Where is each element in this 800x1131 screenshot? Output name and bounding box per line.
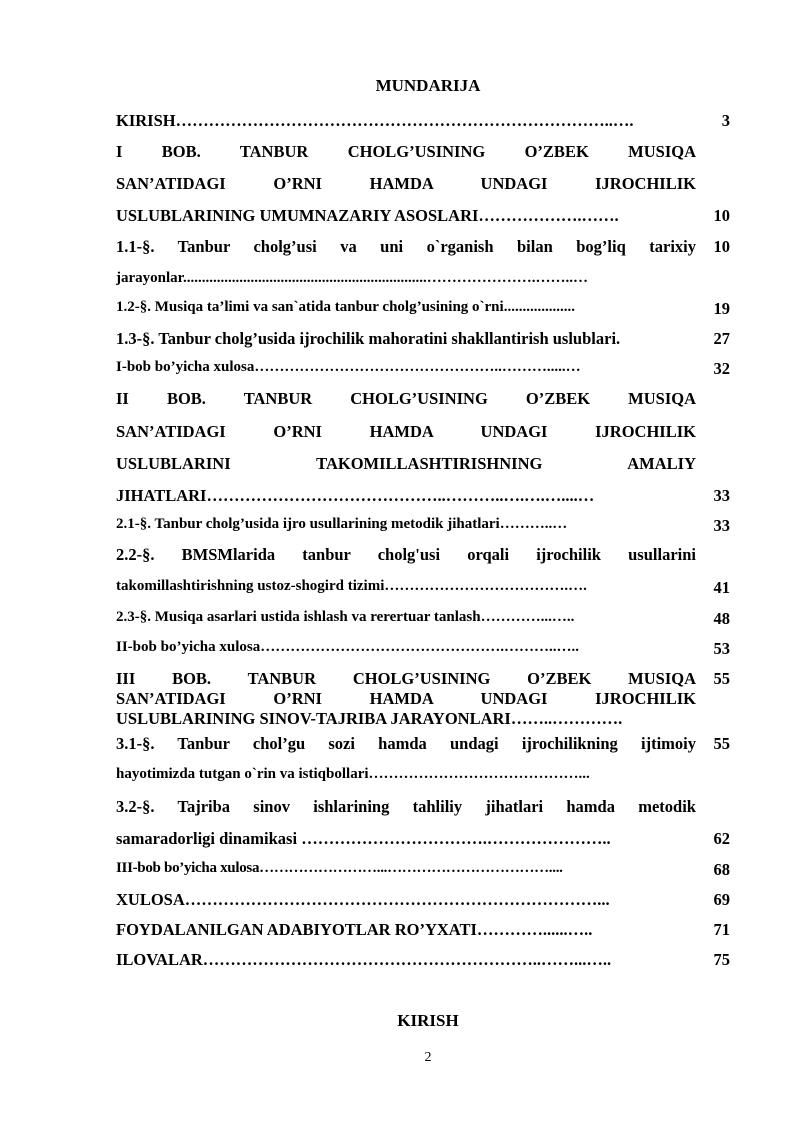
toc-entry-page: 19 — [713, 299, 730, 318]
toc-entry-text: III BOB. TANBUR CHOLG’USINING O’ZBEK MUSIQA — [116, 669, 696, 688]
toc-entry-text: I BOB. TANBUR CHOLG’USINING O’ZBEK MUSIQA — [116, 142, 696, 161]
toc-entry-text: JIHATLARI……………………………………..………..….….…....… — [116, 486, 595, 505]
toc-entry-text: jarayonlar.................................................................………………….……..… — [116, 270, 588, 286]
toc-entry-text: samaradorligi dinamikasi …………………………….………………….. — [116, 829, 611, 848]
toc-entry-page: 32 — [713, 359, 730, 378]
toc-entry-text: FOYDALANILGAN ADABIYOTLAR RO’YXATI…………......….. — [116, 920, 593, 939]
toc-entry-text: 1.3-§. Tanbur cholg’usida ijrochilik mahoratini shakllantirish uslublari. — [116, 329, 621, 348]
toc-entry-page: 53 — [713, 639, 730, 658]
toc-entry-text: II BOB. TANBUR CHOLG’USINING O’ZBEK MUSIQA — [116, 389, 696, 408]
toc-entry-page: 27 — [713, 329, 730, 348]
toc-entry-page: 75 — [713, 950, 730, 969]
toc-entry-page: 48 — [713, 609, 730, 628]
toc-entry-text: XULOSA…………………………………………………………………... — [116, 890, 610, 909]
toc-entry-page: 3 — [721, 111, 730, 130]
toc-entry-text: ILOVALAR……………………………………………………..……...….. — [116, 950, 612, 969]
toc-entry-page: 55 — [713, 734, 730, 753]
toc-entry-text: 2.1-§. Tanbur cholg’usida ijro usullarining metodik jihatlari………..… — [116, 516, 568, 532]
toc-entry-text: SAN’ATIDAGI O’RNI HAMDA UNDAGI IJROCHILIK — [116, 422, 696, 441]
toc-entry-text: III-bob bo’yicha xulosa……………………...…………………………….... — [116, 860, 563, 876]
toc-entry-page: 10 — [713, 206, 730, 225]
toc-entry-text: 1.1-§. Tanbur cholg’usi va uni o`rganish bilan bog’liq tarixiy — [116, 237, 696, 256]
toc-entry-text: SAN’ATIDAGI O’RNI HAMDA UNDAGI IJROCHILIK — [116, 689, 696, 708]
toc-entry-text: takomillashtirishning ustoz-shogird tizimi……………………………….…. — [116, 578, 587, 594]
toc-entry-text: 1.2-§. Musiqa ta’limi va san`atida tanbur cholg’usining o`rni................... — [116, 299, 575, 315]
toc-entry-text: 2.3-§. Musiqa asarlari ustida ishlash va rerertuar tanlash…………...….. — [116, 609, 575, 625]
toc-entry-page: 68 — [713, 860, 730, 879]
toc-title: MUNDARIJA — [375, 76, 481, 95]
toc-entry-page: 33 — [713, 486, 730, 505]
toc-entry-text: II-bob bo’yicha xulosa………………………………………….………..….. — [116, 639, 579, 655]
toc-entry-text: 3.1-§. Tanbur chol’gu sozi hamda undagi ijrochilikning ijtimoiy — [116, 734, 696, 753]
toc-entry-text: USLUBLARINING UMUMNAZARIY ASOSLARI……………….……. — [116, 206, 619, 225]
toc-entry-page: 71 — [713, 920, 730, 939]
toc-entry-page: 33 — [713, 516, 730, 535]
toc-entry-text: 2.2-§. BMSMlarida tanbur cholg'usi orqali ijrochilik usullarini — [116, 545, 696, 564]
toc-entry-text: USLUBLARINI TAKOMILLASHTIRISHNING AMALIY — [116, 454, 696, 473]
toc-entry-text: USLUBLARINING SINOV-TAJRIBA JARAYONLARI……..…………. — [116, 709, 623, 728]
toc-entry-page: 41 — [713, 578, 730, 597]
toc-entry-text: I-bob bo’yicha xulosa…………………………………………..……….....… — [116, 359, 581, 375]
toc-entry-text: 3.2-§. Tajriba sinov ishlarining tahliliy jihatlari hamda metodik — [116, 797, 696, 816]
toc-entry-text: SAN’ATIDAGI O’RNI HAMDA UNDAGI IJROCHILIK — [116, 174, 696, 193]
page-number: 2 — [424, 1050, 432, 1065]
toc-entry-text: hayotimizda tutgan o`rin va istiqbollari……………………………………... — [116, 766, 590, 782]
next-section-heading: KIRISH — [397, 1011, 459, 1030]
toc-entry-page: 62 — [713, 829, 730, 848]
toc-entry-page: 55 — [713, 669, 730, 688]
toc-entry-page: 69 — [713, 890, 730, 909]
toc-entry-text: KIRISH……………………………………………………………………..…. — [116, 111, 634, 130]
toc-entry-page: 10 — [713, 237, 730, 256]
